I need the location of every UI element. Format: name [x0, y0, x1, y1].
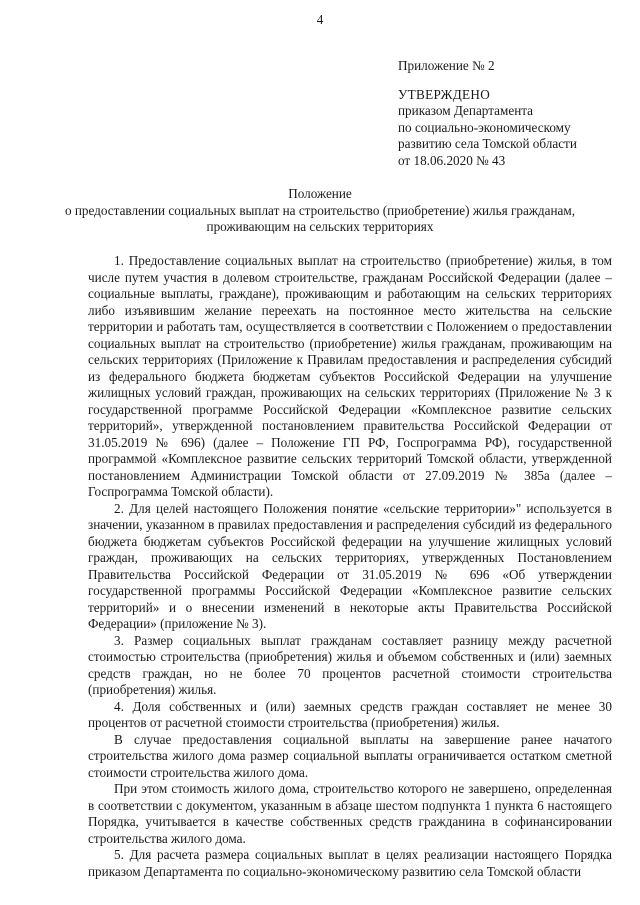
- paragraph-4-sub-2: При этом стоимость жилого дома, строительство которого не завершено, определенная в соответствии с документом, указанным в абзаце шестом подпункта 1 пункта 6 настоящего Порядка, учитывается в качестве собственных средств гражданина в софинансировании строительства жилого дома.: [88, 781, 612, 846]
- page-number: 4: [316, 12, 324, 27]
- document-body: [88, 253, 612, 880]
- paragraph-1: 1. Предоставление социальных выплат на строительство (приобретение) жилья, в том числе путем участия в долевом строительстве, гражданам Российской Федерации (далее – социальные выплаты, граждане), проживающим и работающим на сельских территориях либо изъявившим желание переехать на постоянное место жительства на сельские территории и работать там, осуществляется в соответствии с Положением о предоставлении социальных выплат на строительство (приобретение) жилья гражданам, проживающим на сельских территориях (Приложение к Правилам предоставления и распределения субсидий из федерального бюджета бюджетам субъектов Российской Федерации на улучшение жилищных условий граждан, проживающих на сельских территориях (Приложение № 3 к государственной программе Российской Федерации «Комплексное развитие сельских территорий», утвержденной постановлением правительства Российской Федерации от 31.05.2019 № 696) (далее – Положение ГП РФ, Госпрограмма РФ), государственной программой «Комплексное развитие сельских территорий Томской области, утвержденной постановлением Администрации Томской области от 27.09.2019 № 385а (далее – Госпрограмма Томской области).: [88, 253, 612, 499]
- title-line: Положение: [288, 186, 352, 201]
- approval-line: по социально-экономическому: [398, 119, 571, 135]
- appendix-label: Приложение № 2: [398, 58, 495, 73]
- approval-block: [398, 58, 628, 169]
- approval-line: приказом Департамента: [398, 103, 534, 118]
- paragraph-4-sub-1: В случае предоставления социальной выплаты на завершение ранее начатого строительства жилого дома размер социальной выплаты ограничивается остатком сметной стоимости строительства жилого дома.: [88, 731, 612, 780]
- paragraph-3: 3. Размер социальных выплат гражданам составляет разницу между расчетной стоимостью строительства (приобретения) жилья и объемом собственных и (или) заемных средств граждан, но не более 70 процентов расчетной стоимости строительства (приобретения) жилья.: [88, 632, 612, 697]
- title-line: о предоставлении социальных выплат на строительство (приобретение) жилья гражданам,: [64, 202, 576, 218]
- approval-date-number: от 18.06.2020 № 43: [398, 152, 506, 168]
- paragraph-4: 4. Доля собственных и (или) заемных средств граждан составляет не менее 30 процентов от расчетной стоимости строительства (приобретения) жилья.: [88, 698, 612, 730]
- paragraph-5: 5. Для расчета размера социальных выплат в целях реализации настоящего Порядка приказом Департамента по социально-экономическому развитию села Томской области: [88, 847, 612, 879]
- approved-stamp-text: УТВЕРЖДЕНО: [398, 86, 491, 102]
- approval-line: развитию села Томской области: [398, 136, 577, 151]
- document-title: [60, 186, 580, 236]
- title-line: проживающим на сельских территориях: [206, 219, 434, 234]
- paragraph-2: 2. Для целей настоящего Положения понятие «сельские территории»" используется в значении, указанном в правилах предоставления и распределения субсидий из федерального бюджета бюджетам субъектов Российской федерации на улучшение жилищных условий граждан, проживающих на сельских территориях, утвержденных Постановлением Правительства Российской Федерации от 31.05.2019 № 696 «Об утверждении государственной программы Российской Федерации «Комплексное развитие сельских территорий» и о внесении изменений в некоторые акты Правительства Российской Федерации» (приложение № 3).: [88, 500, 612, 631]
